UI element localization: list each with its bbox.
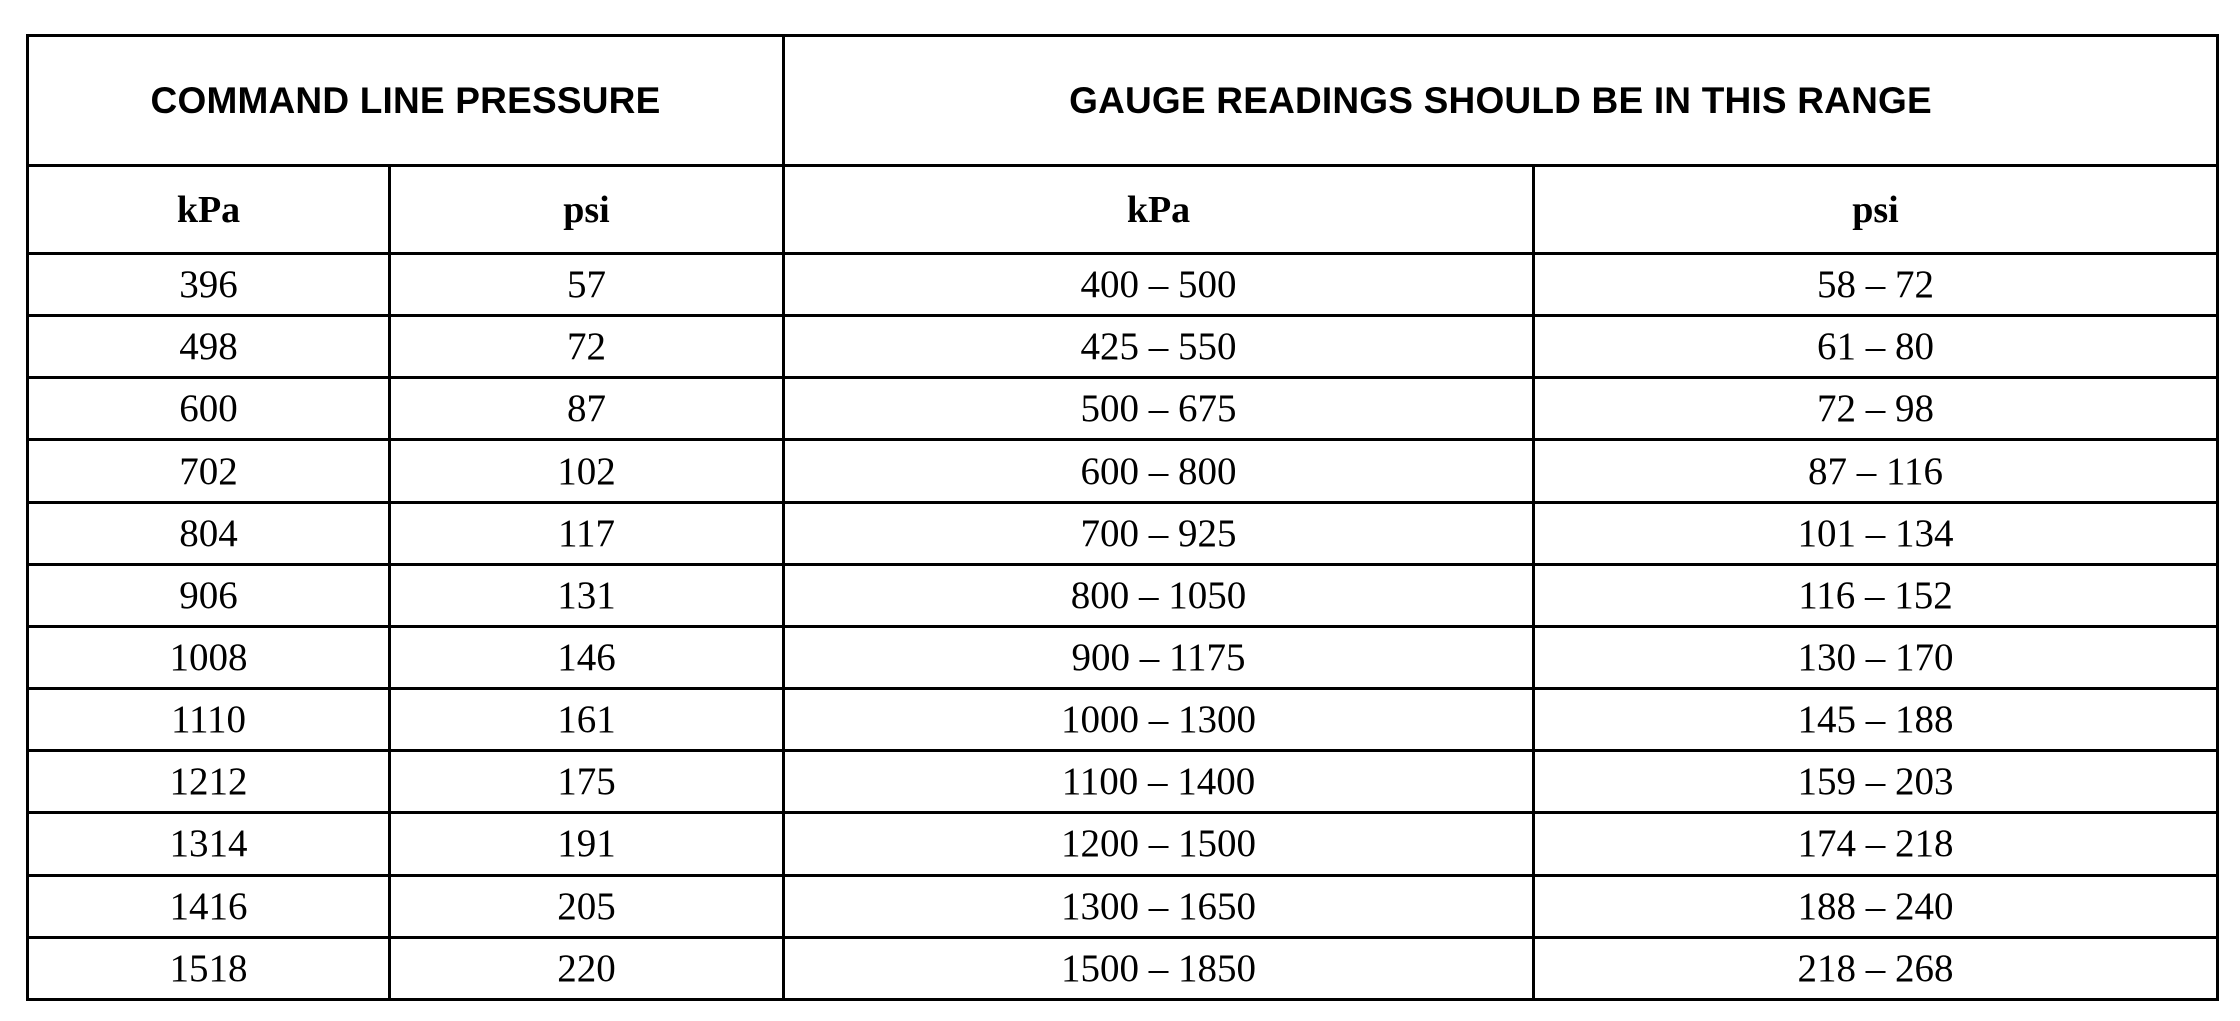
command-psi-cell: 87 <box>390 378 784 440</box>
command-psi-cell: 102 <box>390 440 784 502</box>
gauge-kpa-range-cell: 1300 – 1650 <box>784 875 1534 937</box>
command-kpa-cell: 1314 <box>28 813 390 875</box>
gauge-kpa-range-cell: 700 – 925 <box>784 502 1534 564</box>
command-kpa-cell: 1212 <box>28 751 390 813</box>
command-psi-cell: 220 <box>390 937 784 999</box>
table-row <box>28 751 2218 813</box>
command-line-pressure-header: COMMAND LINE PRESSURE <box>28 36 784 166</box>
command-psi-cell: 57 <box>390 254 784 316</box>
gauge-psi-range-cell: 58 – 72 <box>1534 254 2218 316</box>
gauge-psi-range-cell: 101 – 134 <box>1534 502 2218 564</box>
command-kpa-cell: 600 <box>28 378 390 440</box>
command-psi-cell: 175 <box>390 751 784 813</box>
gauge-readings-header: GAUGE READINGS SHOULD BE IN THIS RANGE <box>784 36 2218 166</box>
gauge-psi-range-cell: 218 – 268 <box>1534 937 2218 999</box>
unit-header-row <box>28 166 2218 254</box>
gauge-kpa-header: kPa <box>784 166 1534 254</box>
command-psi-cell: 131 <box>390 564 784 626</box>
command-psi-cell: 146 <box>390 626 784 688</box>
gauge-kpa-range-cell: 1200 – 1500 <box>784 813 1534 875</box>
pressure-table-container <box>26 34 2216 1001</box>
command-psi-cell: 161 <box>390 689 784 751</box>
command-kpa-cell: 702 <box>28 440 390 502</box>
gauge-kpa-range-cell: 600 – 800 <box>784 440 1534 502</box>
table-row <box>28 813 2218 875</box>
gauge-kpa-range-cell: 500 – 675 <box>784 378 1534 440</box>
gauge-psi-range-cell: 174 – 218 <box>1534 813 2218 875</box>
command-psi-cell: 117 <box>390 502 784 564</box>
table-row <box>28 316 2218 378</box>
table-row <box>28 378 2218 440</box>
gauge-psi-range-cell: 116 – 152 <box>1534 564 2218 626</box>
table-row <box>28 254 2218 316</box>
gauge-psi-range-cell: 145 – 188 <box>1534 689 2218 751</box>
command-kpa-cell: 1416 <box>28 875 390 937</box>
table-row <box>28 626 2218 688</box>
command-psi-cell: 205 <box>390 875 784 937</box>
gauge-psi-header: psi <box>1534 166 2218 254</box>
command-kpa-cell: 1008 <box>28 626 390 688</box>
gauge-kpa-range-cell: 1000 – 1300 <box>784 689 1534 751</box>
table-row <box>28 564 2218 626</box>
gauge-psi-range-cell: 159 – 203 <box>1534 751 2218 813</box>
command-kpa-cell: 1518 <box>28 937 390 999</box>
gauge-kpa-range-cell: 1500 – 1850 <box>784 937 1534 999</box>
table-row <box>28 875 2218 937</box>
gauge-psi-range-cell: 72 – 98 <box>1534 378 2218 440</box>
command-kpa-cell: 396 <box>28 254 390 316</box>
gauge-psi-range-cell: 130 – 170 <box>1534 626 2218 688</box>
command-psi-header: psi <box>390 166 784 254</box>
gauge-kpa-range-cell: 425 – 550 <box>784 316 1534 378</box>
gauge-kpa-range-cell: 800 – 1050 <box>784 564 1534 626</box>
pressure-table <box>26 34 2219 1001</box>
gauge-psi-range-cell: 61 – 80 <box>1534 316 2218 378</box>
gauge-psi-range-cell: 188 – 240 <box>1534 875 2218 937</box>
command-kpa-cell: 1110 <box>28 689 390 751</box>
command-kpa-cell: 804 <box>28 502 390 564</box>
command-kpa-cell: 906 <box>28 564 390 626</box>
table-row <box>28 937 2218 999</box>
gauge-psi-range-cell: 87 – 116 <box>1534 440 2218 502</box>
group-header-row <box>28 36 2218 166</box>
table-row <box>28 440 2218 502</box>
command-psi-cell: 72 <box>390 316 784 378</box>
command-kpa-cell: 498 <box>28 316 390 378</box>
command-psi-cell: 191 <box>390 813 784 875</box>
gauge-kpa-range-cell: 900 – 1175 <box>784 626 1534 688</box>
gauge-kpa-range-cell: 1100 – 1400 <box>784 751 1534 813</box>
table-row <box>28 502 2218 564</box>
command-kpa-header: kPa <box>28 166 390 254</box>
table-row <box>28 689 2218 751</box>
gauge-kpa-range-cell: 400 – 500 <box>784 254 1534 316</box>
